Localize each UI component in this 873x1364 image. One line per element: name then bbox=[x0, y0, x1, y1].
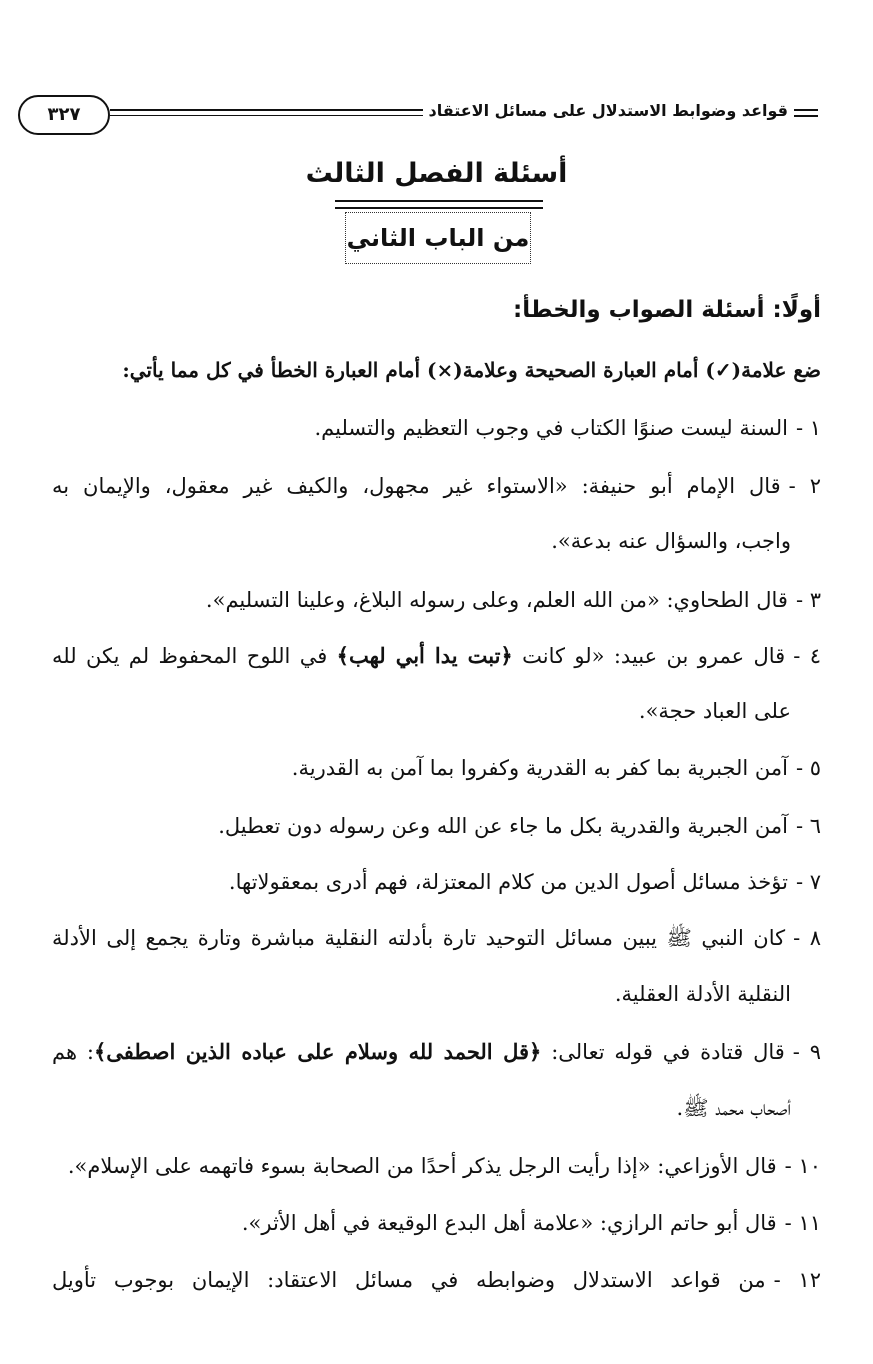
item-number: ١٢ - bbox=[773, 1268, 821, 1292]
list-item bbox=[52, 1264, 821, 1296]
list-item-continuation: أصحاب محمد ﷺ. bbox=[676, 1096, 791, 1120]
item-text: قال أبو حاتم الرازي: «علامة أهل البدع الوقيعة في أهل الأثر». bbox=[241, 1211, 777, 1235]
item-text: تؤخذ مسائل أصول الدين من كلام المعتزلة، فهم أدرى بمعقولاتها. bbox=[228, 870, 788, 894]
item-text: في اللوح المحفوظ لم يكن لله bbox=[52, 644, 328, 668]
item-number: ٦ - bbox=[795, 814, 821, 838]
quran-quote: ﴿تبت يدا أبي لهب﴾ bbox=[336, 643, 513, 668]
list-item bbox=[242, 1207, 821, 1239]
item-number: ١ - bbox=[795, 416, 821, 440]
list-item bbox=[52, 640, 821, 672]
chapter-title: أسئلة الفصل الثالث bbox=[305, 158, 568, 189]
item-number: ٩ - bbox=[792, 1040, 821, 1064]
item-text: السنة ليست صنوًا الكتاب في وجوب التعظيم والتسليم. bbox=[314, 416, 788, 440]
list-item bbox=[229, 866, 821, 898]
item-text: قال قتادة في قوله تعالى: bbox=[551, 1040, 785, 1064]
item-number: ٨ - bbox=[793, 926, 821, 950]
header-rule bbox=[110, 109, 423, 116]
item-text: قال الطحاوي: «من الله العلم، وعلى رسوله البلاغ، وعلينا التسليم». bbox=[205, 588, 788, 612]
item-text: قال الأوزاعي: «إذا رأيت الرجل يذكر أحدًا من الصحابة بسوء فاتهمه على الإسلام». bbox=[67, 1154, 777, 1178]
quran-quote: ﴿قل الحمد لله وسلام على عباده الذين اصطفى﴾ bbox=[93, 1039, 542, 1064]
page-number: ٣٢٧ bbox=[18, 95, 110, 135]
item-number: ١٠ - bbox=[784, 1154, 821, 1178]
item-number: ٤ - bbox=[793, 644, 821, 668]
list-item-continuation: النقلية الأدلة العقلية. bbox=[614, 982, 791, 1006]
item-number: ٧ - bbox=[795, 870, 821, 894]
item-text: : هم bbox=[52, 1040, 94, 1064]
section-heading: أولًا: أسئلة الصواب والخطأ: bbox=[513, 297, 821, 323]
item-number: ٢ - bbox=[788, 474, 821, 498]
list-item bbox=[206, 584, 821, 616]
item-text: قال الإمام أبو حنيفة: «الاستواء غير مجهول، والكيف غير معقول، والإيمان به bbox=[52, 474, 781, 498]
instruction: ضع علامة(✓) أمام العبارة الصحيحة وعلامة(×) أمام العبارة الخطأ في كل مما يأتي: bbox=[122, 358, 821, 382]
list-item bbox=[292, 752, 821, 784]
list-item bbox=[52, 922, 821, 954]
item-number: ١١ - bbox=[784, 1211, 821, 1235]
item-text: كان النبي ﷺ يبين مسائل التوحيد تارة بأدلته النقلية مباشرة وتارة يجمع إلى الأدلة bbox=[52, 926, 786, 950]
item-text: من قواعد الاستدلال وضوابطه في مسائل الاعتقاد: الإيمان بوجوب تأويل bbox=[52, 1268, 766, 1292]
item-number: ٥ - bbox=[795, 756, 821, 780]
list-item-continuation: واجب، والسؤال عنه بدعة». bbox=[551, 529, 791, 553]
list-item bbox=[52, 1036, 821, 1068]
list-item-continuation: على العباد حجة». bbox=[638, 699, 791, 723]
list-item bbox=[218, 810, 821, 842]
list-item bbox=[52, 470, 821, 502]
list-item bbox=[314, 412, 821, 444]
item-number: ٣ - bbox=[795, 588, 821, 612]
running-title: قواعد وضوابط الاستدلال على مسائل الاعتقاد bbox=[428, 101, 818, 120]
item-text: آمن الجبرية والقدرية بكل ما جاء عن الله وعن رسوله دون تعطيل. bbox=[218, 814, 788, 838]
item-text: آمن الجبرية بما كفر به القدرية وكفروا بما آمن به القدرية. bbox=[291, 756, 788, 780]
item-text: قال عمرو بن عبيد: «لو كانت bbox=[522, 644, 786, 668]
chapter-title-rule bbox=[335, 200, 543, 209]
chapter-subtitle: من الباب الثاني bbox=[345, 212, 531, 264]
running-header bbox=[18, 95, 818, 139]
list-item bbox=[68, 1150, 821, 1182]
